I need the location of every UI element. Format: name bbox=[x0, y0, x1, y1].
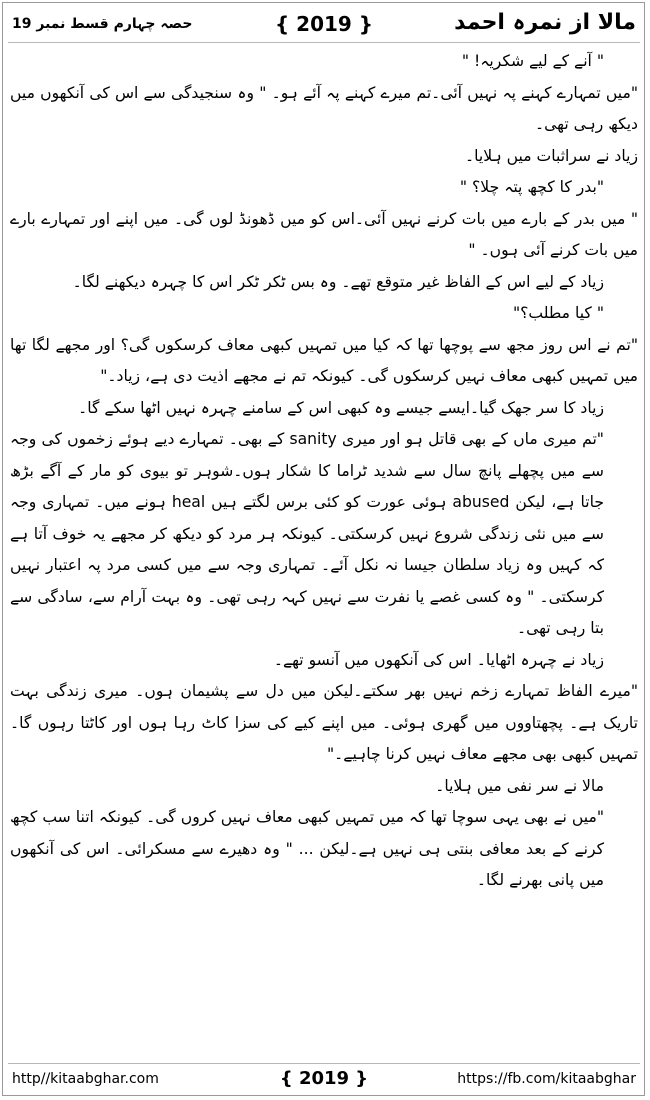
page-footer bbox=[8, 1063, 640, 1094]
paragraph: زیاد کا سر جھک گیا۔ایسے جیسے وہ کبھی اس کے سامنے چہرہ نہیں اٹھا سکے گا۔ bbox=[78, 398, 604, 417]
paragraph: مالا نے سر نفی میں ہلایا۔ bbox=[435, 776, 604, 795]
paragraph: زیاد کے لیے اس کے الفاظ غیر متوقع تھے۔ وہ بس ٹکر ٹکر اس کا چہرہ دیکھنے لگا۔ bbox=[72, 272, 604, 291]
paragraph: زیاد نے چہرہ اٹھایا۔ اس کی آنکھوں میں آنسو تھے۔ bbox=[273, 650, 604, 669]
website-link[interactable]: http//kitaabghar.com bbox=[12, 1071, 159, 1087]
paragraph: "میں نے بھی یہی سوچا تھا کہ میں تمہیں کبھی معاف نہیں کروں گی۔ کیونکہ اتنا سب کچھ کرنے کے بعد معافی بنتی ہی نہیں ہے۔لیکن ... " وہ دھیرے سے مسکرائی۔ اس کی آنکھوں میں پانی بھرنے لگا۔ bbox=[10, 808, 604, 889]
paragraph: " آنے کے لیے شکریہ! " bbox=[461, 52, 604, 70]
header-year: { 2019 } bbox=[274, 12, 374, 36]
paragraph: "میرے الفاظ تمہارے زخم نہیں بھر سکتے۔لیکن میں دل سے پشیمان ہوں۔ میری زندگی بہت تاریک ہے۔ پچھتاووں میں گھری ہوئی۔ میں اپنے کیے کی سزا کاٹ رہا ہوں اور کاٹتا رہوں گا۔تمہیں کبھی بھی مجھے معاف نہیں کرنا چاہیے۔" bbox=[10, 682, 638, 763]
story-text bbox=[10, 46, 638, 1056]
paragraph: "تم نے اس روز مجھ سے پوچھا تھا کہ کیا میں تمہیں کبھی معاف کرسکوں گی؟ اور مجھے لگا تھا میں تمہیں کبھی معاف نہیں کرسکوں گی۔ کیونکہ تم نے مجھے اذیت دی ہے، زیاد۔" bbox=[10, 335, 638, 385]
paragraph: " میں بدر کے بارے میں بات کرنے نہیں آئی۔اس کو میں ڈھونڈ لوں گی۔ میں اپنے اور تمہارے بارے میں بات کرنے آئی ہوں۔ " bbox=[10, 209, 638, 259]
paragraph: "بدر کا کچھ پتہ چلا؟ " bbox=[459, 178, 604, 196]
paragraph: "میں تمہارے کہنے پہ نہیں آئی۔تم میرے کہنے پہ آئے ہو۔ " وہ سنجیدگی سے اس کی آنکھوں میں دیکھ رہی تھی۔ bbox=[10, 83, 638, 133]
book-title: مالا از نمرہ احمد bbox=[454, 10, 636, 35]
paragraph: " کیا مطلب؟" bbox=[512, 304, 604, 322]
paragraph: "تم میری ماں کے بھی قاتل ہو اور میری sanity کے بھی۔ تمہارے دیے ہوئے زخموں کی وجہ سے میں پچھلے پانچ سال سے شدید ٹراما کا شکار ہوں۔شوہر تو بیوی کو مار کے آگے بڑھ جاتا ہے، لیکن abused ہوئی عورت کو کئی برس لگتے ہیں heal ہونے میں۔ تمہاری وجہ سے میں نئی زندگی شروع نہیں کرسکتی۔ کیونکہ ہر مرد کو دیکھ کر مجھے یہ خوف آتا ہے کہ کہیں وہ زیاد سلطان جیسا نہ نکل آئے۔ تمہاری وجہ سے میں کسی مرد پہ اعتبار نہیں کرسکتی۔ " وہ کسی غصے یا نفرت سے نہیں کہہ رہی تھی۔ وہ بہت آرام سے، سادگی سے بتا رہی تھی۔ bbox=[10, 430, 604, 637]
page-header bbox=[8, 8, 640, 43]
facebook-link[interactable]: https://fb.com/kitaabghar bbox=[457, 1071, 636, 1087]
footer-year: { 2019 } bbox=[279, 1068, 369, 1089]
episode-label: حصہ چہارم قسط نمبر 19 bbox=[12, 16, 193, 32]
paragraph: زیاد نے سراثبات میں ہلایا۔ bbox=[465, 146, 638, 165]
